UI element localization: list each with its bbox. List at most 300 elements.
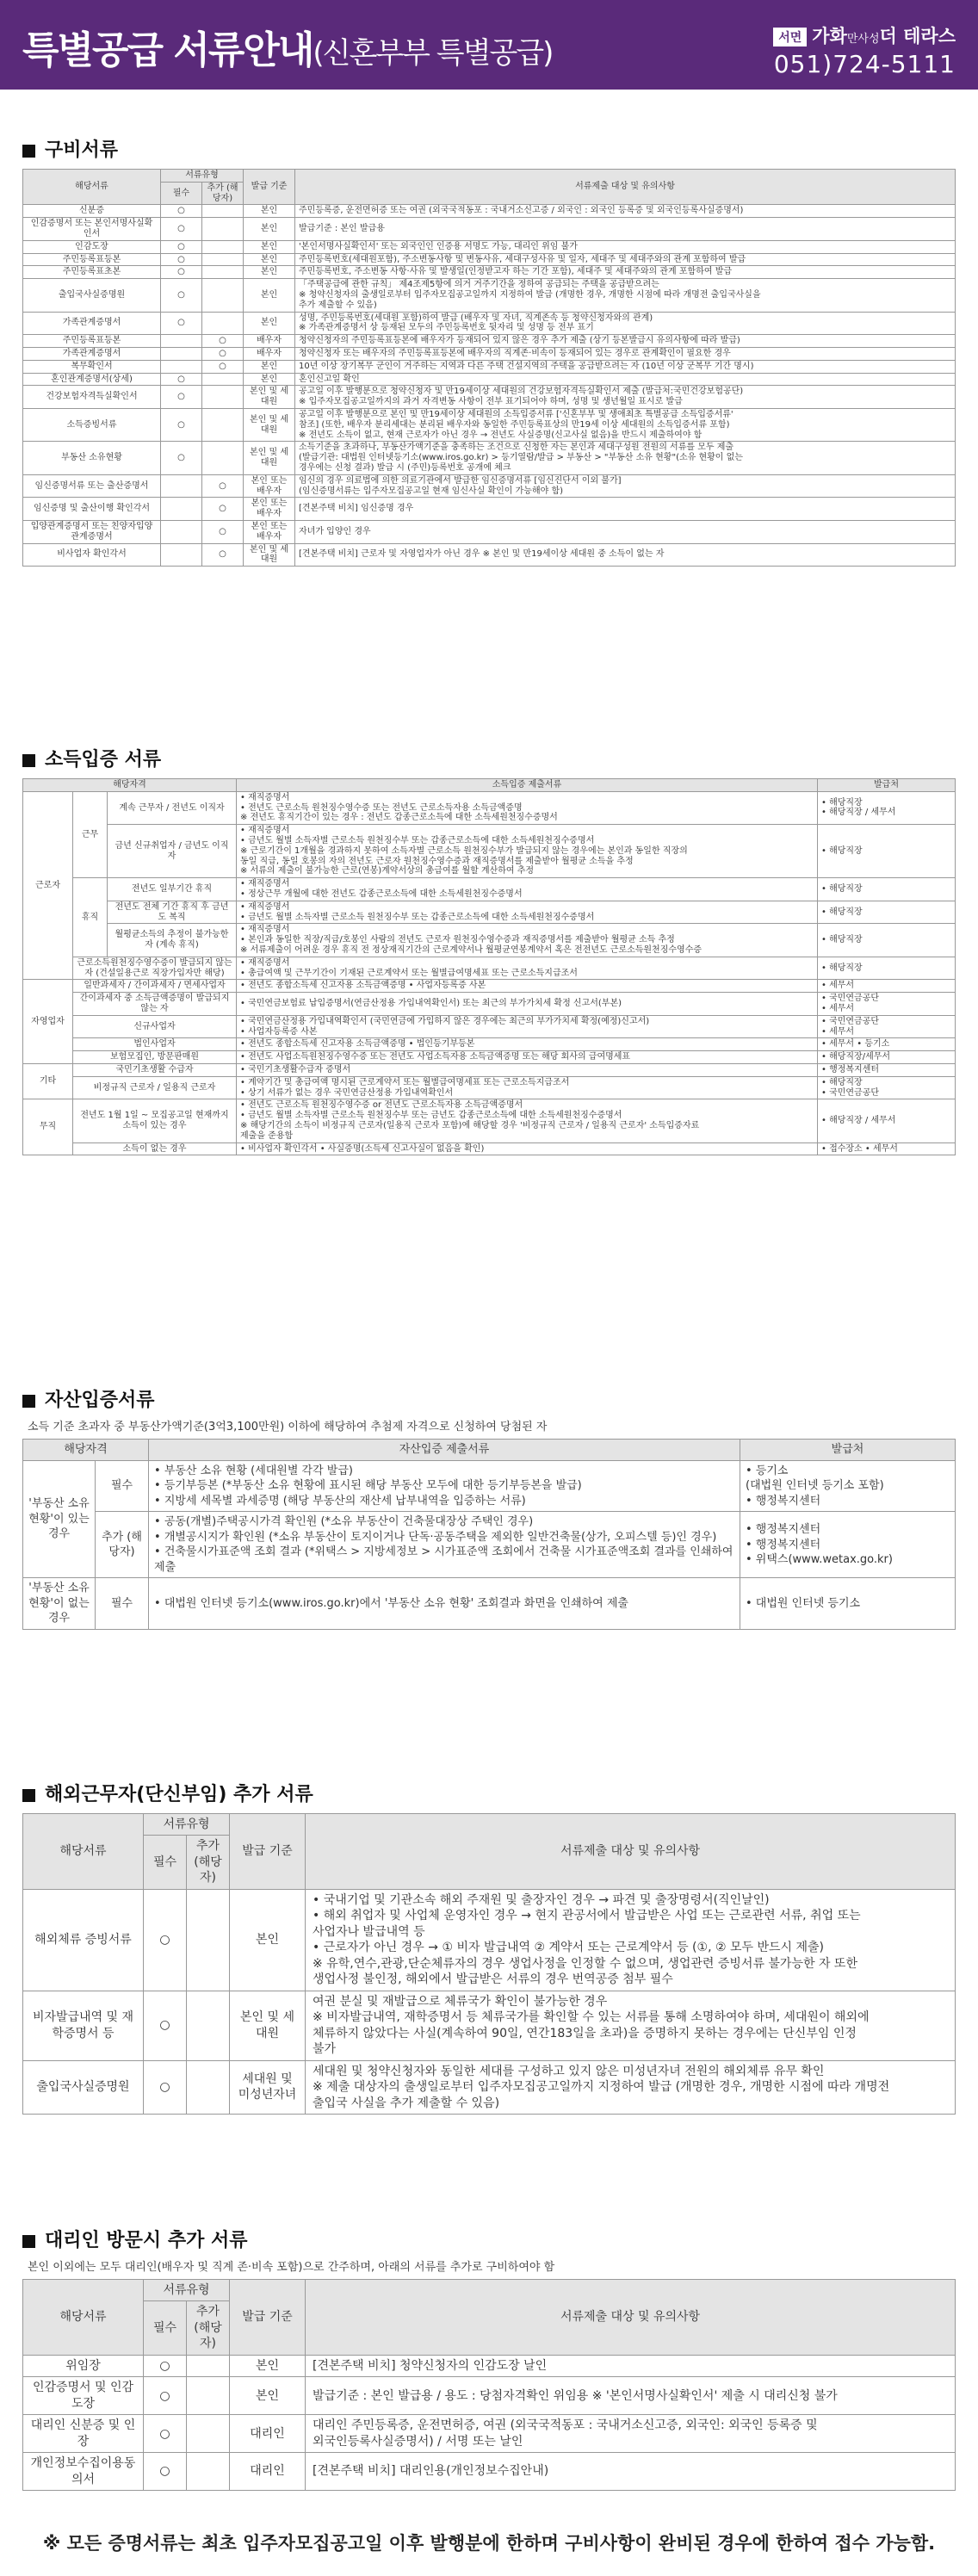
required-docs-table <box>22 169 956 567</box>
issuer-cell <box>740 1512 956 1578</box>
description-cell <box>295 205 956 218</box>
required-mark-cell: ○ <box>161 240 202 253</box>
qualification-group-cell: 근로자 <box>23 791 73 980</box>
text-line: • 재직증명서 <box>240 879 290 889</box>
qualification-cell: 비정규직 근로자 / 일용직 근로자 <box>73 1076 237 1099</box>
text-line: 동일 직급, 동일 호봉의 자의 전년도 근로자 원천징수영수증과 재직증명서를 제출받아 월평균 소득을 추정 <box>240 856 634 866</box>
issue-basis-cell: 본인 및 세대원 <box>244 408 295 441</box>
issue-basis-cell: 본인 <box>230 1889 306 1991</box>
additional-mark-cell: ○ <box>202 498 244 521</box>
doc-name-cell: 주민등록표초본 <box>23 266 161 279</box>
required-mark-cell <box>161 360 202 373</box>
table-row <box>23 373 956 386</box>
col-header-issuer: 발급처 <box>740 1440 956 1461</box>
issue-basis-cell: 본인 및 세대원 <box>244 386 295 409</box>
qualification-group-cell: 무직 <box>23 1099 73 1155</box>
text-line: • 해당직장 <box>821 845 863 856</box>
text-line: • 전년도 종합소득세 신고자용 소득금액증명 • 법인등기부등본 <box>240 1039 475 1050</box>
qualification-cell: 소득이 없는 경우 <box>73 1142 237 1155</box>
doc-name-cell: 출입국사실증명원 <box>23 2060 144 2114</box>
documents-cell <box>237 1063 818 1076</box>
additional-mark-cell <box>187 2377 230 2415</box>
issuer-cell <box>818 993 956 1016</box>
section-required-docs <box>22 138 956 567</box>
table-row <box>23 360 956 373</box>
documents-cell <box>237 791 818 824</box>
additional-mark-cell <box>187 1889 230 1991</box>
table-row <box>23 543 956 567</box>
text-line: • 근로자가 아닌 경우 → ① 비자 발급내역 ② 계약서 또는 근로계약서 등 (①, ② 모두 반드시 제출) <box>313 1941 825 1955</box>
text-line: • 세무서 • 등기소 <box>821 1039 890 1050</box>
qualification-cell: 간이과세자 중 소득금액증명이 발급되지 않는 자 <box>73 993 237 1016</box>
documents-cell <box>237 1076 818 1099</box>
text-line: ※ 전년도 소득이 없고, 현재 근로자가 아닌 경우 → 전년도 사실증명(신고사실 없음)을 반드시 제출하여야 함 <box>299 430 703 440</box>
table-row <box>23 520 956 543</box>
issue-basis-cell: 본인 및 세대원 <box>230 1991 306 2060</box>
text-line: • 재직증명서 <box>240 826 290 836</box>
table-row <box>23 253 956 266</box>
description-cell <box>295 520 956 543</box>
header-banner <box>0 0 978 90</box>
issuer-cell <box>818 957 956 980</box>
additional-mark-cell <box>202 312 244 335</box>
square-bullet-icon <box>22 1789 35 1802</box>
square-bullet-icon <box>22 2235 35 2248</box>
required-mark-cell: ○ <box>161 442 202 474</box>
doc-name-cell: 소득증빙서류 <box>23 408 161 441</box>
col-header-doc: 해당서류 <box>23 170 161 205</box>
description-cell <box>295 335 956 348</box>
col-header-req: 필수 <box>161 182 202 205</box>
description-cell <box>295 498 956 521</box>
documents-cell <box>237 957 818 980</box>
text-line: • 재직증명서 <box>240 792 290 802</box>
text-line: • 상기 서류가 없는 경우 국민연금산정용 가입내역확인서 <box>240 1087 454 1098</box>
issuer-cell <box>818 1015 956 1038</box>
doc-name-cell: 입양관계증명서 또는 친양자입양관계증명서 <box>23 520 161 543</box>
table-row <box>23 1015 956 1038</box>
brand-block <box>773 22 956 78</box>
brand-name: 가화 <box>812 26 847 46</box>
issue-basis-cell: 대리인 <box>230 2415 306 2453</box>
qualification-cell: 법인사업자 <box>73 1038 237 1051</box>
text-line: '본인서명사실확인서' 또는 외국인인 인증용 서명도 가능, 대리인 위임 불가 <box>299 241 578 251</box>
text-line: • 위택스(www.wetax.go.kr) <box>746 1553 893 1567</box>
description-cell <box>295 279 956 312</box>
square-bullet-icon <box>22 1395 35 1408</box>
col-header-issue: 발급 기준 <box>230 1814 306 1890</box>
text-line: 10년 이상 장기복무 군인이 거주하는 지역과 다른 주택 건설지역의 주택을 공급받으려는 자 (10년 이상 군복무 기간 명시) <box>299 361 754 371</box>
description-cell <box>295 312 956 335</box>
additional-mark-cell <box>202 373 244 386</box>
required-mark-cell: ○ <box>161 218 202 241</box>
issuer-cell <box>818 980 956 993</box>
required-mark-cell <box>161 474 202 498</box>
table-row <box>23 218 956 241</box>
table-row <box>23 2355 956 2376</box>
issue-basis-cell: 본인 및 세대원 <box>244 543 295 567</box>
section-asset-docs <box>22 1388 956 1630</box>
issue-basis-cell: 대리인 <box>230 2453 306 2491</box>
required-mark-cell: ○ <box>144 2060 187 2114</box>
qualification-subgroup-cell: 근무 <box>73 791 108 877</box>
doc-name-cell: 비자발급내역 및 재학증명서 등 <box>23 1991 144 2060</box>
documents-cell <box>237 901 818 924</box>
documents-cell <box>237 980 818 993</box>
text-line: [견본주택 비치] 대리인용(개인정보수집안내) <box>313 2464 549 2479</box>
text-line: • 국민연금공단 <box>821 1087 880 1098</box>
issue-basis-cell: 본인 <box>230 2355 306 2376</box>
description-cell <box>295 253 956 266</box>
text-line: 청약신청자의 주민등록표등본에 배우자가 등재되어 있지 않은 경우 추가 제출 (상기 등본발급시 유의사항에 따라 발급) <box>299 336 740 346</box>
required-mark-cell <box>161 347 202 360</box>
text-line: • 세무서 <box>821 1026 855 1037</box>
text-line: 출입국 사실을 추가 제출할 수 있음) <box>313 2096 500 2110</box>
required-mark-cell: ○ <box>144 1889 187 1991</box>
required-mark-cell: ○ <box>144 2415 187 2453</box>
text-line: • 전년도 사업소득원천징수영수증 또는 전년도 사업소득자용 소득금액증명 또는 해당 회사의 급여명세표 <box>240 1052 631 1062</box>
text-line: • 해당직장 <box>821 1077 863 1087</box>
text-line: ※ 해당기간의 소득이 비정규직 근로자(일용직 근로자 포함)에 해당할 경우 '비정규직 근로자 / 일용직 근로자' 소득입증자료 <box>240 1120 700 1130</box>
documents-cell <box>237 1015 818 1038</box>
text-line: 자녀가 입양인 경우 <box>299 526 371 536</box>
additional-mark-cell <box>202 386 244 409</box>
text-line: • 재직증명서 <box>240 925 290 935</box>
text-line: 체류하지 않았다는 사실(계속하여 90일, 연간183일을 초과)을 증명하지 못하는 경우에는 단신부임 인정 <box>313 2026 857 2040</box>
text-line: • 해당직장 <box>821 907 863 917</box>
text-line: • 해당직장 <box>821 963 863 973</box>
required-mark-cell <box>161 335 202 348</box>
table-row <box>23 1076 956 1099</box>
text-line: 발급기준 : 본인 발급용 <box>299 224 385 234</box>
doc-name-cell: 주민등록표등본 <box>23 335 161 348</box>
col-header-doc: 해당서류 <box>23 2280 144 2356</box>
table-row <box>23 1889 956 1991</box>
table-row <box>23 2377 956 2415</box>
issue-basis-cell: 세대원 및 미성년자녀 <box>230 2060 306 2114</box>
doc-name-cell: 임신증명 및 출산이행 확인각서 <box>23 498 161 521</box>
documents-cell <box>149 1460 740 1512</box>
text-line: • 국민연금공단 <box>821 994 880 1004</box>
doc-name-cell: 출입국사실증명원 <box>23 279 161 312</box>
required-mark-cell: ○ <box>144 1991 187 2060</box>
doc-name-cell: 개인정보수집이용동의서 <box>23 2453 144 2491</box>
overseas-docs-table <box>22 1813 956 2115</box>
table-row <box>23 266 956 279</box>
additional-mark-cell <box>202 408 244 441</box>
text-line: • 접수장소 • 세무서 <box>821 1143 898 1154</box>
text-line: • 국민기초생활수급자 증명서 <box>240 1064 351 1074</box>
square-bullet-icon <box>22 145 35 158</box>
text-line: • 금년도 월별 소득자별 근로소득 원천징수부 또는 갑종근로소득에 대한 소득세원천징수증명서 <box>240 835 595 845</box>
doc-name-cell: 주민등록표등본 <box>23 253 161 266</box>
section-income-docs <box>22 747 956 1155</box>
income-docs-table <box>22 778 956 1155</box>
col-header-docs: 자산입증 제출서류 <box>149 1440 740 1461</box>
text-line: ※ 입주자모집공고일까지의 과거 자격변동 사항이 전부 표기되어야 하며, 성명 및 생년월일 표시로 발급 <box>299 397 683 407</box>
table-row <box>23 1142 956 1155</box>
documents-cell <box>237 1051 818 1064</box>
text-line: 소득기준을 초과하나, 부동산가액기준을 충족하는 조건으로 신청한 자는 본인과 세대구성원 전원의 서류를 모두 제출 <box>299 443 734 453</box>
text-line: • 행정복지센터 <box>746 1494 821 1508</box>
doc-type-cell: 필수 <box>96 1578 149 1630</box>
issue-basis-cell: 본인 또는 배우자 <box>244 474 295 498</box>
brand-name-2: 더 테라스 <box>879 26 956 46</box>
documents-cell <box>237 878 818 901</box>
documents-cell <box>237 993 818 1016</box>
text-line: ※ 서류의 제출이 불가능한 근로(연봉)계약서상의 총급여를 월할 계산하여 추정 <box>240 866 535 876</box>
text-line: • 건축물시가표준액 조회 결과 (*위택스 > 지방세정보 > 시가표준액 조회에서 건축물 시가표준액조회 결과를 인쇄하여 <box>154 1545 734 1559</box>
text-line: 추가 제출할 수 있음) <box>299 300 377 310</box>
text-line: 대리인 주민등록증, 운전면허증, 여권 (외국국적동포 : 국내거소신고증, 외국인: 외국인 등록증 및 <box>313 2418 818 2433</box>
text-line: • 해당직장 <box>821 884 863 895</box>
table-row <box>23 408 956 441</box>
section-title: 대리인 방문시 추가 서류 <box>22 2228 956 2254</box>
issuer-cell <box>818 1099 956 1142</box>
col-header-add: 추가 (해당자) <box>187 1836 230 1889</box>
table-row <box>23 924 956 957</box>
table-row <box>23 1099 956 1142</box>
text-line: ※ 근로기간이 1개월을 경과하지 못하여 소득자별 근로소득 원천징수부가 발급되지 않는 경우에는 본인과 동일한 직장의 <box>240 845 688 856</box>
table-row <box>23 386 956 409</box>
table-row <box>23 901 956 924</box>
qualification-cell: 일반과세자 / 간이과세자 / 면세사업자 <box>73 980 237 993</box>
description-cell <box>306 2377 956 2415</box>
required-mark-cell <box>161 520 202 543</box>
text-line: 임신의 경우 의료법에 의한 의료기관에서 발급한 임신증명서류 [임신진단서 이외 불가] <box>299 475 622 486</box>
col-header-issuer: 발급처 <box>818 779 956 792</box>
table-row <box>23 205 956 218</box>
text-line: • 해당직장 <box>821 935 863 945</box>
documents-cell <box>237 1142 818 1155</box>
documents-cell <box>149 1578 740 1630</box>
issue-basis-cell: 본인 <box>244 373 295 386</box>
doc-name-cell: 혼인관계증명서(상세) <box>23 373 161 386</box>
issuer-cell <box>818 825 956 878</box>
text-line: 불가 <box>313 2042 337 2057</box>
text-line: ※ 서류제출이 어려운 경우 휴직 전 정상재직기간의 근로계약서나 월평균연봉계약서 혹은 전전년도 근로소득원천징수영수증 <box>240 944 703 955</box>
additional-mark-cell: ○ <box>202 543 244 567</box>
text-line: • 해당직장/세무서 <box>821 1052 891 1062</box>
text-line: • 해당직장 / 세무서 <box>821 808 896 818</box>
qualification-cell: '부동산 소유 현황'이 없는 경우 <box>23 1578 96 1630</box>
text-line: • 세무서 <box>821 981 855 991</box>
doc-name-cell: 인감증명서 또는 본인서명사실확인서 <box>23 218 161 241</box>
text-line: • 국민연금공단 <box>821 1016 880 1026</box>
text-line: ※ 유학,연수,관광,단순체류자의 경우 생업사정을 인정할 수 없으며, 생업관련 증빙서류 불가능한 자 또한 <box>313 1956 857 1971</box>
text-line: 주민등록번호, 주소변동 사항·사유 및 발생일(인정받고자 하는 기간 포함), 세대주 및 세대주와의 관계 포함하여 발급 <box>299 267 733 277</box>
text-line: [견본주택 비치] 청약신청자의 인감도장 날인 <box>313 2358 548 2373</box>
description-cell <box>295 386 956 409</box>
description-cell <box>295 240 956 253</box>
issuer-cell <box>818 1038 956 1051</box>
text-line: ※ 비자발급내역, 재학증명서 등 체류국가를 확인할 수 있는 서류를 통해 소명하여야 하며, 세대원이 해외에 <box>313 2010 870 2025</box>
qualification-group-cell: 자영업자 <box>23 980 73 1064</box>
additional-mark-cell <box>187 2453 230 2491</box>
col-header-type: 서류유형 <box>161 170 244 183</box>
text-line: 사업자나 발급내역 등 <box>313 1924 425 1939</box>
additional-mark-cell: ○ <box>202 335 244 348</box>
table-row <box>23 1991 956 2060</box>
square-bullet-icon <box>22 754 35 767</box>
additional-mark-cell: ○ <box>202 520 244 543</box>
text-line: • 등기부등본 (*부동산 소유 현황에 표시된 해당 부동산 모두에 대한 등기부등본을 발급) <box>154 1479 582 1493</box>
table-row <box>23 347 956 360</box>
col-header-req: 필수 <box>144 1836 187 1889</box>
table-row <box>23 1512 956 1578</box>
issuer-cell <box>818 1051 956 1064</box>
table-row <box>23 312 956 335</box>
table-row <box>23 279 956 312</box>
table-row <box>23 240 956 253</box>
description-cell <box>295 218 956 241</box>
doc-name-cell: 복무확인서 <box>23 360 161 373</box>
additional-mark-cell <box>187 2355 230 2376</box>
additional-mark-cell <box>187 2060 230 2114</box>
qualification-cell: 전년도 전체 기간 휴직 후 금년도 복직 <box>108 901 237 924</box>
col-header-desc: 서류제출 대상 및 유의사항 <box>295 170 956 205</box>
text-line: • 전년도 근로소득 원천징수영수증 또는 전년도 근로소득자용 소득금액증명 <box>240 802 523 813</box>
issue-basis-cell: 본인 <box>244 266 295 279</box>
text-line: • 해외 취업자 및 사업체 운영자인 경우 → 현지 관공서에서 발급받은 사업 또는 근로관련 서류, 취업 또는 <box>313 1909 861 1923</box>
additional-mark-cell <box>202 279 244 312</box>
text-line: • 정상근무 개월에 대한 전년도 갑종근로소득에 대한 소득세원천징수증명서 <box>240 889 523 899</box>
text-line: • 행정복지센터 <box>746 1538 821 1551</box>
additional-mark-cell <box>202 240 244 253</box>
qualification-cell: 국민기초생활 수급자 <box>73 1063 237 1076</box>
text-line: 참조] (또한, 배우자 분리세대는 분리된 배우자와 동일한 주민등록표상의 만19세 이상 세대원의 소득입증서류 포함) <box>299 419 730 430</box>
required-mark-cell: ○ <box>161 312 202 335</box>
required-mark-cell: ○ <box>161 205 202 218</box>
issuer-cell <box>740 1460 956 1512</box>
description-cell <box>295 408 956 441</box>
text-line: [견본주택 비치] 임신증명 경우 <box>299 504 414 514</box>
text-line: • 행정복지센터 <box>746 1522 821 1536</box>
table-row <box>23 2060 956 2114</box>
proxy-docs-table <box>22 2279 956 2491</box>
text-line: [견본주택 비치] 근로자 및 자영업자가 아닌 경우 ※ 본인 및 만19세이상 세대원 중 소득이 없는 자 <box>299 549 665 560</box>
issue-basis-cell: 본인 또는 배우자 <box>244 520 295 543</box>
issuer-cell <box>818 924 956 957</box>
table-row <box>23 2453 956 2491</box>
additional-mark-cell <box>202 218 244 241</box>
issuer-cell <box>818 1076 956 1099</box>
text-line: • 해당직장 / 세무서 <box>821 1116 896 1125</box>
table-row <box>23 957 956 980</box>
table-row <box>23 1051 956 1064</box>
doc-name-cell: 부동산 소유현황 <box>23 442 161 474</box>
text-line: • 계약기간 및 총급여액 명시된 근로계약서 또는 월별급여명세표 또는 근로소득지급조서 <box>240 1077 570 1087</box>
text-line: • 전년도 근로소득 원천징수영수증 or 전년도 근로소득자용 소득금액증명서 <box>240 1100 523 1111</box>
additional-mark-cell <box>202 205 244 218</box>
additional-mark-cell <box>202 266 244 279</box>
col-header-qual: 해당자격 <box>23 1440 149 1461</box>
text-line: • 등기소 <box>746 1464 789 1477</box>
description-cell <box>295 266 956 279</box>
col-header-type: 서류유형 <box>144 1814 230 1836</box>
qualification-cell: 보험모집인, 방문판매원 <box>73 1051 237 1064</box>
description-cell <box>306 1991 956 2060</box>
required-mark-cell: ○ <box>161 266 202 279</box>
additional-mark-cell <box>187 2415 230 2453</box>
text-line: • 국내기업 및 기관소속 해외 주재원 및 출장자인 경우 → 파견 및 출장명령서(직인날인) <box>313 1892 770 1907</box>
issuer-cell <box>740 1578 956 1630</box>
doc-name-cell: 건강보험자격득실확인서 <box>23 386 161 409</box>
section-title: 구비서류 <box>22 138 956 164</box>
issue-basis-cell: 본인 <box>244 253 295 266</box>
text-line: 청약신청자 또는 배우자의 주민등록표등본에 배우자의 직계존·비속이 등재되어 있는 경우로 관계확인이 필요한 경우 <box>299 348 731 358</box>
text-line: 여권 분실 및 재발급으로 체류국가 확인이 불가능한 경우 <box>313 1994 608 2009</box>
description-cell <box>295 347 956 360</box>
description-cell <box>295 360 956 373</box>
description-cell <box>306 2453 956 2491</box>
description-cell <box>295 373 956 386</box>
additional-mark-cell <box>187 1991 230 2060</box>
text-line: • 세무서 <box>821 1003 855 1013</box>
text-line: 세대원 및 청약신청자와 동일한 세대를 구성하고 있지 않은 미성년자녀 전원의 해외체류 유무 확인 <box>313 2064 825 2078</box>
text-line: • 재직증명서 <box>240 901 290 912</box>
doc-name-cell: 해외체류 증빙서류 <box>23 1889 144 1991</box>
issue-basis-cell: 본인 <box>230 2377 306 2415</box>
text-line: ※ 가족관계증명서 상 등재된 모두의 주민등록번호 뒷자리 및 성명 등 전부 표기 <box>299 323 594 333</box>
col-header-type: 서류유형 <box>144 2280 230 2301</box>
col-header-add: 추가 (해당자) <box>202 182 244 205</box>
text-line: • 금년도 월별 소득자별 근로소득 원천징수부 또는 금년도 갑종근로소득에 대한 소득세원천징수증명서 <box>240 1111 622 1121</box>
documents-cell <box>237 1099 818 1142</box>
asset-docs-table <box>22 1439 956 1630</box>
issue-basis-cell: 본인 및 세대원 <box>244 442 295 474</box>
doc-type-cell: 필수 <box>96 1460 149 1512</box>
section-note: 소득 기준 초과자 중 부동산가액기준(3억3,100만원) 이하에 해당하여 추첨제 자격으로 신청하여 당첨된 자 <box>28 1421 548 1434</box>
text-line: • 재직증명서 <box>240 957 290 968</box>
additional-mark-cell <box>202 442 244 474</box>
text-line: ※ 전년도 휴직기간이 있는 경우 : 전년도 갑종근로소득에 대한 소득세원천징수증명서 <box>240 813 558 823</box>
text-line: (임신증명서류는 입주자모집공고일 현재 임신사실 확인이 가능해야 함) <box>299 486 564 496</box>
footer-note: ※ 모든 증명서류는 최초 입주자모집공고일 이후 발행분에 한하며 구비사항이 완비된 경우에 한하여 접수 가능함. <box>42 2533 936 2554</box>
section-title: 해외근무자(단신부임) 추가 서류 <box>22 1782 956 1808</box>
documents-cell <box>237 924 818 957</box>
doc-name-cell: 가족관계증명서 <box>23 347 161 360</box>
description-cell <box>306 2355 956 2376</box>
text-line: (발급기관: 대법원 인터넷등기소(www.iros.go.kr) > 등기열람/발급 > 부동산 > "부동산 소유 현황"(소유 현황이 없는 <box>299 453 743 463</box>
documents-cell <box>237 825 818 878</box>
issue-basis-cell: 배우자 <box>244 335 295 348</box>
required-mark-cell: ○ <box>161 386 202 409</box>
text-line: 혼인신고일 확인 <box>299 374 360 384</box>
qualification-cell: 월평균소득의 추정이 불가능한 자 (계속 휴직) <box>108 924 237 957</box>
required-mark-cell <box>161 498 202 521</box>
col-header-doc: 해당서류 <box>23 1814 144 1890</box>
required-mark-cell: ○ <box>161 253 202 266</box>
doc-name-cell: 인감증명서 및 인감도장 <box>23 2377 144 2415</box>
section-title: 자산입증서류 <box>22 1388 956 1414</box>
text-line: • 행정복지센터 <box>821 1064 880 1074</box>
table-row <box>23 335 956 348</box>
text-line: 공고일 이후 발행분으로 본인 및 만19세이상 세대원의 소득입증서류 ['신혼부부 및 생애최초 특별공급 소득입증서류' <box>299 409 734 419</box>
text-line: 주민등록번호(세대원포함), 주소변동사항 및 변동사유, 세대구성사유 및 일자, 세대주 및 세대주와의 관계 포함하여 발급 <box>299 254 746 264</box>
doc-name-cell: 임신증명서류 또는 출산증명서 <box>23 474 161 498</box>
text-line: • 부동산 소유 현황 (세대원별 각각 발급) <box>154 1464 353 1477</box>
qualification-subgroup-cell: 휴직 <box>73 878 108 957</box>
text-line: 성명, 주민등록번호(세대원 포함)하여 발급 (배우자 및 자녀, 직계존속 등 청약신청자와의 관계) <box>299 313 653 323</box>
issue-basis-cell: 본인 <box>244 312 295 335</box>
col-header-qual: 해당자격 <box>23 779 237 792</box>
description-cell <box>295 474 956 498</box>
col-header-docs: 소득입증 제출서류 <box>237 779 818 792</box>
text-line: 주민등록증, 운전면허증 또는 여권 (외국국적동포 : 국내거소신고증 / 외국인 : 외국인 등록증 및 외국인등록사실증명서) <box>299 206 744 216</box>
text-line: • 사업자등록증 사본 <box>240 1026 318 1037</box>
text-line: • 금년도 월별 소득자별 근로소득 원천징수부 또는 갑종근로소득에 대한 소득세원천징수증명서 <box>240 912 595 922</box>
